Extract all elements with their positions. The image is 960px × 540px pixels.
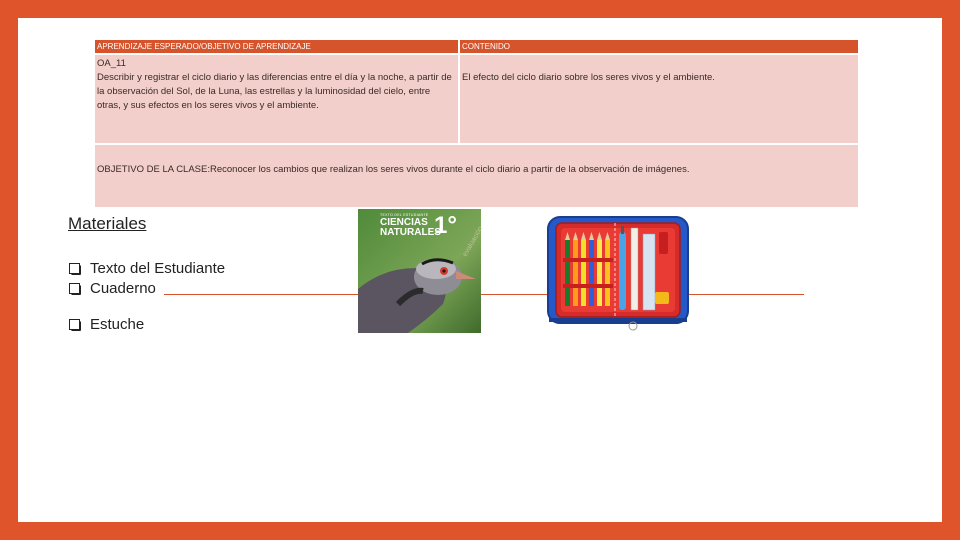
material-label: Cuaderno <box>90 280 156 297</box>
divider-line <box>164 294 804 295</box>
objective-cell <box>94 54 459 144</box>
material-label: Estuche <box>90 316 145 333</box>
pencil-case-illustration <box>545 214 691 338</box>
learning-objectives-table <box>93 38 860 209</box>
slide <box>18 18 942 522</box>
checkbox-bullet-icon <box>69 283 81 295</box>
table-header-content: CONTENIDO <box>459 39 859 54</box>
content-cell: El efecto del ciclo diario sobre los seres vivos y el ambiente. <box>459 54 859 144</box>
textbook-cover-image <box>358 209 485 333</box>
svg-text:evaluación: evaluación <box>461 225 485 258</box>
list-item <box>68 259 225 279</box>
book-title-line2: NATURALES <box>380 227 441 238</box>
book-top-text: TEXTO DEL ESTUDIANTE <box>380 213 429 217</box>
materials-list <box>68 259 225 335</box>
oa-description: Describir y registrar el ciclo diario y las diferencias entre el día y la noche, a partir de la observación del Sol, de la Luna, las estrellas y la luminosidad del cielo, entre otras, y sus efectos en los seres vivos y el ambiente. <box>97 72 452 111</box>
checkbox-bullet-icon <box>69 263 81 275</box>
book-grade: 1° <box>434 212 457 239</box>
list-item <box>68 315 225 335</box>
material-label: Texto del Estudiante <box>90 260 226 277</box>
table-header-objective: APRENDIZAJE ESPERADO/OBJETIVO DE APRENDIZAJE <box>94 39 459 54</box>
checkbox-bullet-icon <box>69 319 81 331</box>
materials-title: Materiales <box>68 214 147 233</box>
class-objective-cell: OBJETIVO DE LA CLASE:Reconocer los cambios que realizan los seres vivos durante el ciclo diario a partir de la observación de imágenes. <box>94 144 859 208</box>
oa-code: OA_11 <box>97 58 126 69</box>
list-item <box>68 279 225 299</box>
pencil-case-image <box>545 214 691 338</box>
book-title-line1: CIENCIAS <box>380 217 428 228</box>
